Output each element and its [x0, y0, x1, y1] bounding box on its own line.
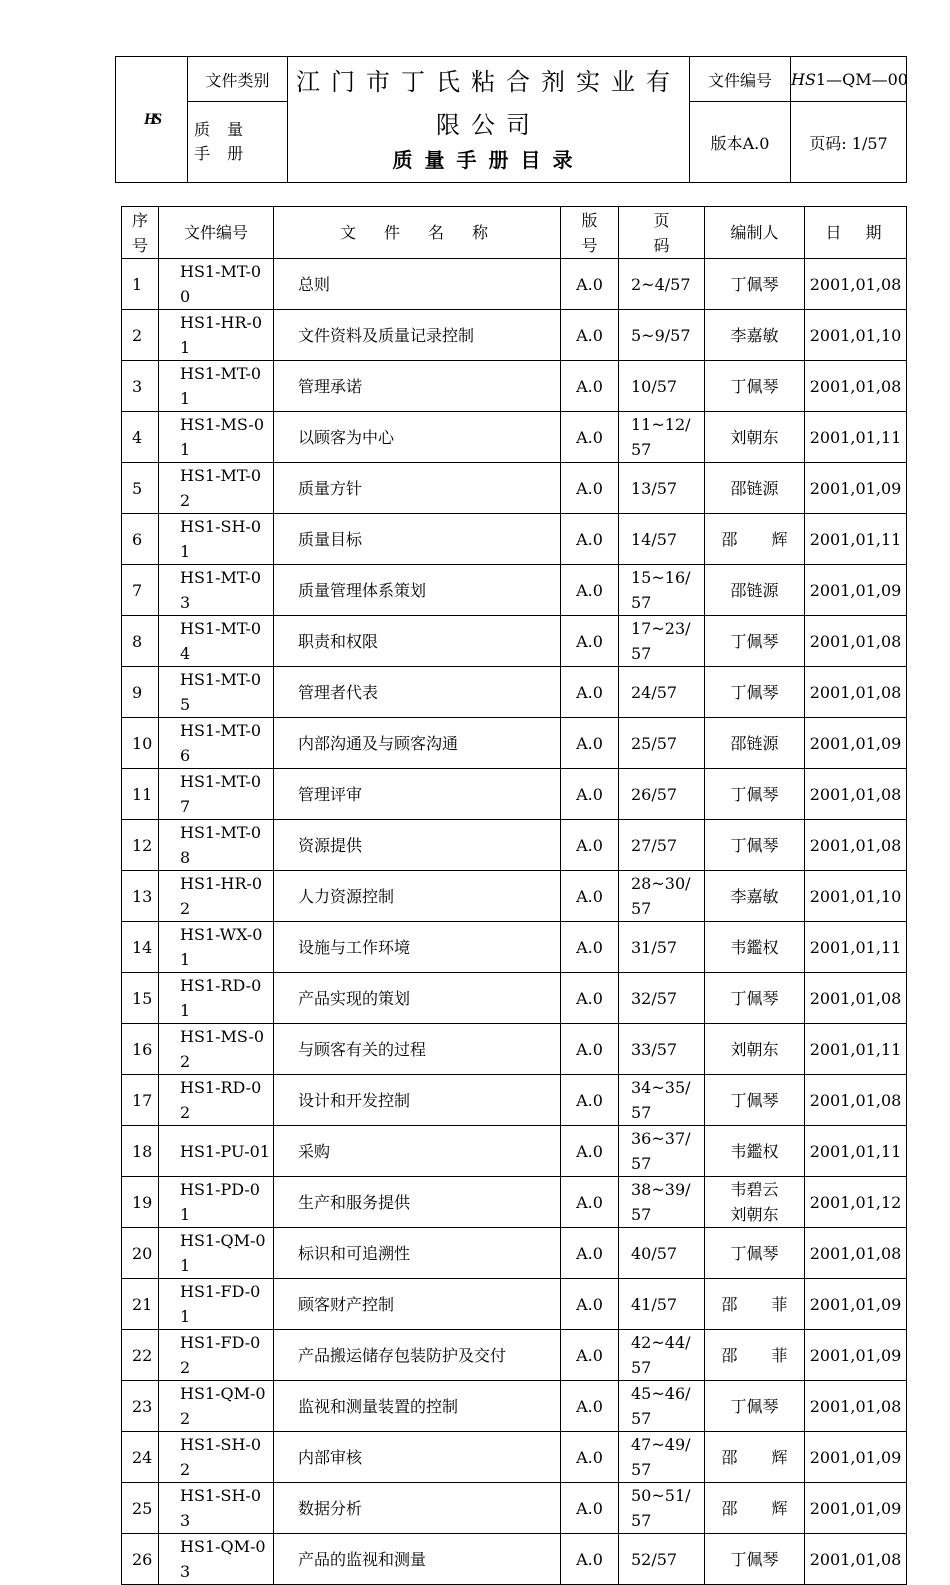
file-name: 质量目标: [274, 514, 561, 565]
file-code: HS1-FD-01: [159, 1279, 274, 1330]
table-row: [122, 922, 907, 973]
table-row: [122, 1330, 907, 1381]
page-number-cell: 页码: 1/57: [791, 102, 907, 183]
author-name: 丁佩琴: [730, 784, 779, 804]
file-code: HS1-QM-02: [159, 1381, 274, 1432]
file-code: HS1-MT-06: [159, 718, 274, 769]
date: 2001,01,08: [805, 820, 907, 871]
author-name: 丁佩琴: [730, 1549, 779, 1569]
file-name: 产品的监视和测量: [274, 1534, 561, 1585]
table-row: [122, 463, 907, 514]
version: A.0: [561, 1024, 619, 1075]
file-name: 设计和开发控制: [274, 1075, 561, 1126]
page-range: 42~44/57: [619, 1330, 705, 1381]
table-row: [122, 361, 907, 412]
author-name: 邵辉: [721, 1447, 788, 1467]
version: A.0: [561, 1177, 619, 1228]
table-row: [122, 1432, 907, 1483]
file-code: HS1-QM-01: [159, 1228, 274, 1279]
table-row: [122, 1024, 907, 1075]
page-range: 38~39/57: [619, 1177, 705, 1228]
doc-number-label: 文件编号: [690, 57, 791, 102]
page-range: 40/57: [619, 1228, 705, 1279]
page-range: 36~37/57: [619, 1126, 705, 1177]
file-code: HS1-FD-02: [159, 1330, 274, 1381]
date: 2001,01,12: [805, 1177, 907, 1228]
author: [705, 1381, 805, 1432]
row-number: 7: [122, 565, 159, 616]
col-header-code: 文件编号: [159, 207, 274, 259]
table-row: [122, 1177, 907, 1228]
col-header-version: 版号: [561, 207, 619, 259]
file-code: HS1-RD-02: [159, 1075, 274, 1126]
page-range: 31/57: [619, 922, 705, 973]
author-name: 丁佩琴: [730, 376, 779, 396]
author-name: 邵链源: [730, 478, 779, 498]
version: A.0: [561, 769, 619, 820]
file-name: 标识和可追溯性: [274, 1228, 561, 1279]
version: A.0: [561, 820, 619, 871]
table-row: [122, 1534, 907, 1585]
row-number: 1: [122, 259, 159, 310]
author: [705, 361, 805, 412]
version: A.0: [561, 1534, 619, 1585]
logo-text: HS: [143, 110, 160, 128]
row-number: 23: [122, 1381, 159, 1432]
author: [705, 1330, 805, 1381]
table-row: [122, 718, 907, 769]
version: A.0: [561, 1279, 619, 1330]
table-row: [122, 667, 907, 718]
page-range: 5~9/57: [619, 310, 705, 361]
author-name: 丁佩琴: [730, 835, 779, 855]
col-header-author: 编制人: [705, 207, 805, 259]
table-header-row: [122, 207, 907, 259]
table-row: [122, 1228, 907, 1279]
table-row: [122, 1381, 907, 1432]
author-name: 李嘉敏: [730, 325, 779, 345]
file-code: HS1-MT-07: [159, 769, 274, 820]
row-number: 21: [122, 1279, 159, 1330]
file-name: 与顾客有关的过程: [274, 1024, 561, 1075]
version: A.0: [561, 1381, 619, 1432]
row-number: 3: [122, 361, 159, 412]
table-row: [122, 259, 907, 310]
doc-number-prefix: HS: [791, 69, 816, 89]
file-code: HS1-MT-08: [159, 820, 274, 871]
author: [705, 463, 805, 514]
page-range: 27/57: [619, 820, 705, 871]
page-range: 17~23/57: [619, 616, 705, 667]
version: A.0: [561, 565, 619, 616]
version: A.0: [561, 1126, 619, 1177]
author-name: 丁佩琴: [730, 1396, 779, 1416]
file-code: HS1-WX-01: [159, 922, 274, 973]
col-header-no: 序号: [122, 207, 159, 259]
doc-number-value: [791, 57, 907, 102]
author: [705, 1534, 805, 1585]
page-range: 32/57: [619, 973, 705, 1024]
version: A.0: [561, 1228, 619, 1279]
author: [705, 973, 805, 1024]
row-number: 9: [122, 667, 159, 718]
version: A.0: [561, 1432, 619, 1483]
file-name: 总则: [274, 259, 561, 310]
page-range: 34~35/57: [619, 1075, 705, 1126]
table-row: [122, 820, 907, 871]
file-name: 内部沟通及与顾客沟通: [274, 718, 561, 769]
page-range: 50~51/57: [619, 1483, 705, 1534]
author-name: 丁佩琴: [730, 1090, 779, 1110]
author-name: 韦鑑权: [730, 1141, 779, 1161]
row-number: 8: [122, 616, 159, 667]
page-range: 41/57: [619, 1279, 705, 1330]
date: 2001,01,08: [805, 973, 907, 1024]
author-name: 刘朝东: [730, 427, 779, 447]
file-name: 顾客财产控制: [274, 1279, 561, 1330]
row-number: 17: [122, 1075, 159, 1126]
page-range: 14/57: [619, 514, 705, 565]
author: [705, 922, 805, 973]
row-number: 5: [122, 463, 159, 514]
author: [705, 1177, 805, 1228]
author-name: 邵菲: [721, 1345, 788, 1365]
col-header-page: 页码: [619, 207, 705, 259]
table-row: [122, 565, 907, 616]
file-name: 管理评审: [274, 769, 561, 820]
author-name: 韦鑑权: [730, 937, 779, 957]
date: 2001,01,09: [805, 565, 907, 616]
file-code: HS1-MS-01: [159, 412, 274, 463]
page-range: 24/57: [619, 667, 705, 718]
version: A.0: [561, 514, 619, 565]
row-number: 26: [122, 1534, 159, 1585]
author-name: 丁佩琴: [730, 631, 779, 651]
author: [705, 1228, 805, 1279]
author-name-2: 刘朝东: [730, 1205, 779, 1224]
file-code: HS1-MT-03: [159, 565, 274, 616]
author-name: 邵链源: [730, 580, 779, 600]
date: 2001,01,11: [805, 922, 907, 973]
date: 2001,01,10: [805, 310, 907, 361]
file-code: HS1-MT-01: [159, 361, 274, 412]
file-code: HS1-QM-03: [159, 1534, 274, 1585]
file-name: 采购: [274, 1126, 561, 1177]
date: 2001,01,10: [805, 871, 907, 922]
version: A.0: [561, 259, 619, 310]
row-number: 25: [122, 1483, 159, 1534]
date: 2001,01,11: [805, 1024, 907, 1075]
author-name: 丁佩琴: [730, 1243, 779, 1263]
file-name: 文件资料及质量记录控制: [274, 310, 561, 361]
date: 2001,01,09: [805, 463, 907, 514]
version: A.0: [561, 1483, 619, 1534]
author: [705, 718, 805, 769]
author-name: 邵链源: [730, 733, 779, 753]
file-name: 设施与工作环境: [274, 922, 561, 973]
page-range: 10/57: [619, 361, 705, 412]
table-row: [122, 1279, 907, 1330]
contents-table: [121, 206, 907, 1585]
author: [705, 1126, 805, 1177]
date: 2001,01,08: [805, 361, 907, 412]
author: [705, 1075, 805, 1126]
date: 2001,01,09: [805, 1330, 907, 1381]
col-header-name: 文 件 名 称: [274, 207, 561, 259]
author: [705, 871, 805, 922]
page-range: 2~4/57: [619, 259, 705, 310]
author: [705, 1279, 805, 1330]
file-code: HS1-RD-01: [159, 973, 274, 1024]
file-name: 生产和服务提供: [274, 1177, 561, 1228]
file-name: 质量方针: [274, 463, 561, 514]
author-name: 丁佩琴: [730, 274, 779, 294]
category-value: 质 量 手 册: [188, 102, 288, 183]
date: 2001,01,11: [805, 412, 907, 463]
file-name: 职责和权限: [274, 616, 561, 667]
author: [705, 820, 805, 871]
doc-number-rest: 1—QM—00: [815, 69, 908, 89]
date: 2001,01,08: [805, 1381, 907, 1432]
file-name: 资源提供: [274, 820, 561, 871]
file-code: HS1-MT-05: [159, 667, 274, 718]
date: 2001,01,11: [805, 1126, 907, 1177]
table-row: [122, 412, 907, 463]
file-name: 管理者代表: [274, 667, 561, 718]
file-name: 产品搬运储存包装防护及交付: [274, 1330, 561, 1381]
date: 2001,01,08: [805, 1534, 907, 1585]
file-name: 产品实现的策划: [274, 973, 561, 1024]
file-name: 管理承诺: [274, 361, 561, 412]
version: A.0: [561, 412, 619, 463]
author: [705, 1024, 805, 1075]
file-code: HS1-HR-02: [159, 871, 274, 922]
version: A.0: [561, 463, 619, 514]
page-range: 11~12/57: [619, 412, 705, 463]
version: A.0: [561, 667, 619, 718]
version: A.0: [561, 616, 619, 667]
author-name: 丁佩琴: [730, 988, 779, 1008]
table-row: [122, 769, 907, 820]
page-range: 28~30/57: [619, 871, 705, 922]
table-row: [122, 1483, 907, 1534]
row-number: 16: [122, 1024, 159, 1075]
version: A.0: [561, 718, 619, 769]
file-code: HS1-MS-02: [159, 1024, 274, 1075]
row-number: 11: [122, 769, 159, 820]
author-name: 邵辉: [721, 529, 788, 549]
page-range: 45~46/57: [619, 1381, 705, 1432]
file-name: 人力资源控制: [274, 871, 561, 922]
author-name: 丁佩琴: [730, 682, 779, 702]
author: [705, 565, 805, 616]
author: [705, 514, 805, 565]
file-code: HS1-SH-03: [159, 1483, 274, 1534]
row-number: 15: [122, 973, 159, 1024]
date: 2001,01,08: [805, 1228, 907, 1279]
author-name: 韦碧云: [730, 1180, 779, 1199]
col-header-date: 日 期: [805, 207, 907, 259]
file-code: HS1-SH-02: [159, 1432, 274, 1483]
date: 2001,01,11: [805, 514, 907, 565]
row-number: 4: [122, 412, 159, 463]
date: 2001,01,08: [805, 667, 907, 718]
row-number: 14: [122, 922, 159, 973]
table-row: [122, 871, 907, 922]
document-title: 质量手册目录: [392, 148, 585, 172]
file-code: HS1-PD-01: [159, 1177, 274, 1228]
author-name: 刘朝东: [730, 1039, 779, 1059]
row-number: 22: [122, 1330, 159, 1381]
document-header: [115, 56, 907, 183]
row-number: 10: [122, 718, 159, 769]
version: A.0: [561, 871, 619, 922]
author: [705, 310, 805, 361]
row-number: 24: [122, 1432, 159, 1483]
version: A.0: [561, 361, 619, 412]
company-block: [288, 57, 690, 183]
date: 2001,01,09: [805, 1279, 907, 1330]
author: [705, 1432, 805, 1483]
file-code: HS1-MT-00: [159, 259, 274, 310]
row-number: 2: [122, 310, 159, 361]
author: [705, 616, 805, 667]
author: [705, 769, 805, 820]
page-range: 47~49/57: [619, 1432, 705, 1483]
file-code: HS1-MT-04: [159, 616, 274, 667]
table-row: [122, 310, 907, 361]
version: A.0: [561, 973, 619, 1024]
category-label: 文件类别: [188, 57, 288, 102]
date: 2001,01,08: [805, 616, 907, 667]
file-name: 质量管理体系策划: [274, 565, 561, 616]
date: 2001,01,09: [805, 718, 907, 769]
date: 2001,01,08: [805, 769, 907, 820]
table-row: [122, 973, 907, 1024]
table-row: [122, 616, 907, 667]
page-range: 25/57: [619, 718, 705, 769]
row-number: 6: [122, 514, 159, 565]
page-range: 26/57: [619, 769, 705, 820]
date: 2001,01,08: [805, 259, 907, 310]
file-name: 内部审核: [274, 1432, 561, 1483]
author: [705, 259, 805, 310]
author: [705, 1483, 805, 1534]
company-name-line1: 江门市丁氏粘合剂实业有: [296, 68, 681, 96]
company-logo: [116, 57, 188, 183]
date: 2001,01,09: [805, 1432, 907, 1483]
author-name: 邵菲: [721, 1294, 788, 1314]
file-code: HS1-SH-01: [159, 514, 274, 565]
file-name: 数据分析: [274, 1483, 561, 1534]
version: A.0: [561, 1075, 619, 1126]
row-number: 12: [122, 820, 159, 871]
company-name-line2: 限公司: [436, 111, 541, 139]
author: [705, 667, 805, 718]
version: A.0: [561, 1330, 619, 1381]
file-name: 以顾客为中心: [274, 412, 561, 463]
author-name: 李嘉敏: [730, 886, 779, 906]
page-range: 15~16/57: [619, 565, 705, 616]
file-code: HS1-MT-02: [159, 463, 274, 514]
table-row: [122, 1075, 907, 1126]
row-number: 20: [122, 1228, 159, 1279]
version-cell: 版本A.0: [690, 102, 791, 183]
table-row: [122, 1126, 907, 1177]
file-name: 监视和测量装置的控制: [274, 1381, 561, 1432]
file-code: HS1-PU-01: [159, 1126, 274, 1177]
table-row: [122, 514, 907, 565]
row-number: 13: [122, 871, 159, 922]
row-number: 18: [122, 1126, 159, 1177]
author-name: 邵辉: [721, 1498, 788, 1518]
file-code: HS1-HR-01: [159, 310, 274, 361]
page-range: 33/57: [619, 1024, 705, 1075]
row-number: 19: [122, 1177, 159, 1228]
author: [705, 412, 805, 463]
version: A.0: [561, 922, 619, 973]
date: 2001,01,09: [805, 1483, 907, 1534]
page-range: 13/57: [619, 463, 705, 514]
page-range: 52/57: [619, 1534, 705, 1585]
date: 2001,01,08: [805, 1075, 907, 1126]
version: A.0: [561, 310, 619, 361]
